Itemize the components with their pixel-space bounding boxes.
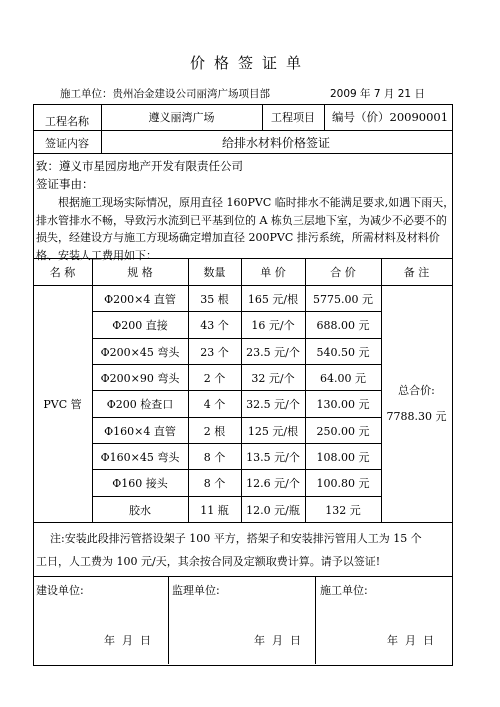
document-date: 2009 年 7 月 21 日 [330,88,425,100]
project-name: 遵义丽湾广场 [148,111,215,124]
cell-qty: 11 瓶 [200,503,229,517]
construct-date: 年 月 日 [387,634,434,647]
cell-unit-price: 32.5 元/个 [246,398,300,412]
cell-total: 130.00 元 [316,398,370,412]
supervise-unit-signature: 监理单位: [172,584,220,597]
reason-paragraph: 根据施工现场实际情况，原用直径 160PVC 临时排水不能满足要求,如遇下雨天，排水管排水不畅，导致污水流到已平基到位的 A 栋负三层地下室，为减少不必要不的损失，经建设方与施工方现场确定增加直径 200PVC 排污系统，所需材料及材料价格、安装人工费用如下： [36,196,455,262]
col-header-remark: 备 注 [403,266,430,279]
construct-unit-signature: 施工单位: [320,584,368,597]
note-line-2: 工日，人工费为 100 元/天，其余按合同及定额取费计算。请予以签证! [36,555,381,568]
project-item-label: 工程项目 [271,111,315,124]
cell-total: 64.00 元 [320,371,366,385]
col-header-spec: 规 格 [127,266,153,279]
cell-total: 5775.00 元 [313,293,373,306]
cell-spec: Φ200 检查口 [106,398,174,412]
cell-spec: Φ200×4 直管 [104,293,176,306]
cell-qty: 35 根 [200,293,229,306]
row-divider [92,311,381,312]
cell-unit-price: 165 元/根 [247,293,299,306]
cell-unit-price: 125 元/根 [247,424,299,438]
cell-spec: Φ200×90 弯头 [100,371,180,385]
col-header-unit-price: 单 价 [260,266,286,279]
cell-unit-price: 16 元/个 [251,319,295,333]
cell-unit-price: 12.0 元/瓶 [246,503,300,517]
col-header-name: 名 称 [49,266,76,279]
divider [33,522,452,523]
cell-qty: 23 个 [200,345,229,359]
cell-qty: 43 个 [200,319,229,333]
cell-spec: Φ160×45 弯头 [100,450,180,464]
divider [33,153,452,154]
material-name: PVC 管 [43,398,82,411]
cell-spec: Φ160×4 直管 [104,424,176,438]
divider [33,285,452,286]
cell-qty: 8 个 [203,450,226,464]
cell-total: 540.50 元 [316,345,370,359]
cell-spec: Φ200×45 弯头 [100,345,180,359]
divider [324,104,325,130]
col-header-total: 合 价 [330,266,356,279]
cell-total: 250.00 元 [316,424,370,438]
cell-total: 100.80 元 [316,477,370,491]
divider [33,258,452,259]
row-divider [92,443,381,444]
row-divider [92,338,381,339]
divider [33,130,452,131]
cell-spec: Φ160 接头 [112,477,168,491]
divider [315,576,316,664]
cell-spec: Φ200 直接 [112,319,168,333]
subject-label: 签证事由： [36,177,94,191]
divider [168,576,169,664]
row-divider [92,390,381,391]
cell-unit-price: 32 元/个 [251,371,295,385]
supervise-date: 年 月 日 [254,634,301,647]
build-date: 年 月 日 [104,634,151,647]
content-label: 签证内容 [45,137,89,150]
row-divider [92,364,381,365]
cell-qty: 4 个 [203,398,226,412]
cell-unit-price: 23.5 元/个 [246,345,300,359]
row-divider [92,469,381,470]
col-header-qty: 数量 [203,266,226,279]
construction-unit-header: 施工单位：贵州冶金建设公司丽湾广场项目部 [60,88,270,100]
cell-unit-price: 13.5 元/个 [246,450,300,464]
project-name-label: 工程名称 [45,115,89,128]
content-value: 给排水材料价格签证 [221,136,330,150]
cell-qty: 2 个 [203,371,226,385]
cell-qty: 2 根 [203,424,226,438]
cell-total: 132 元 [325,503,361,517]
addressee: 致：遵义市星园房地产开发有限责任公司 [36,159,243,173]
remark-value: 7788.30 元 [386,410,447,423]
build-unit-signature: 建设单位: [36,584,84,597]
remark-label: 总合价: [398,384,435,397]
cell-total: 688.00 元 [316,319,370,333]
cell-spec: 胶水 [129,503,151,517]
cell-unit-price: 12.6 元/个 [246,477,300,491]
note-line-1: 注:安装此段排污管搭设架子 100 平方，搭架子和安装排污管用人工为 15 个 [50,532,422,545]
document-number: 编号（价）20090001 [332,110,449,124]
cell-total: 108.00 元 [316,450,370,464]
divider [33,576,452,577]
row-divider [92,417,381,418]
row-divider [92,496,381,497]
cell-qty: 8 个 [203,477,226,491]
page-title: 价格签证单 [189,54,310,72]
